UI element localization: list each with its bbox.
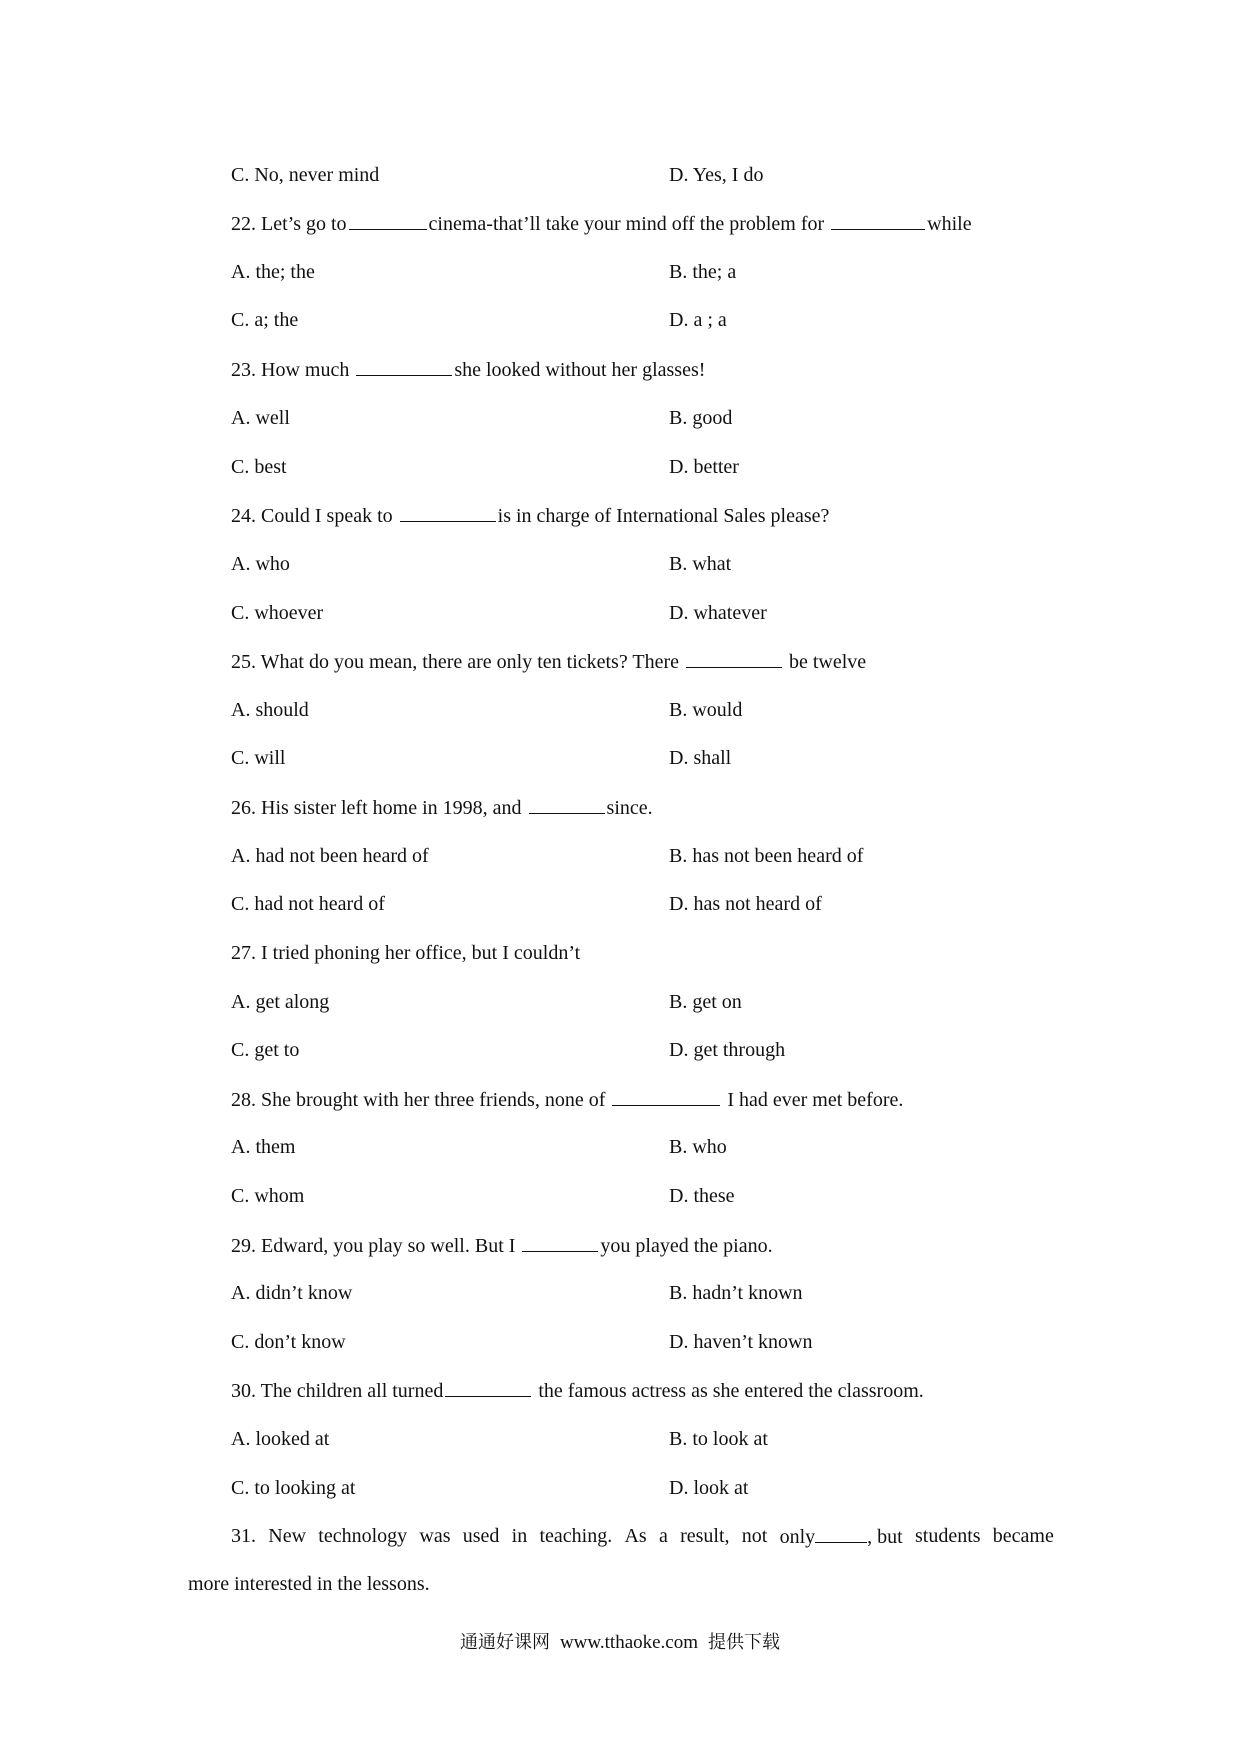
- question-25-option-c: C. will: [231, 747, 286, 769]
- stem-text: the famous actress as she entered the classroom.: [533, 1380, 924, 1402]
- question-30-option-b: B. to look at: [669, 1428, 768, 1450]
- answer-blank: [522, 1233, 598, 1252]
- stem-text: 26. His sister left home in 1998, and: [231, 797, 527, 819]
- answer-blank: [349, 211, 427, 230]
- question-25-option-a: A. should: [231, 699, 309, 721]
- question-25-option-d: D. shall: [669, 747, 732, 769]
- question-26-option-d: D. has not heard of: [669, 893, 822, 915]
- question-31-line-2: more interested in the lessons.: [188, 1573, 430, 1595]
- stem-word: students: [914, 1525, 981, 1547]
- question-23-option-a: A. well: [231, 407, 290, 429]
- answer-blank: [815, 1524, 867, 1543]
- stem-text: 22. Let’s go to: [231, 213, 347, 235]
- footer-suffix: 提供下载: [708, 1632, 781, 1653]
- stem-text: she looked without her glasses!: [454, 359, 706, 381]
- question-31-stem: [231, 1524, 1054, 1549]
- answer-blank: [686, 649, 782, 668]
- stem-text: be twelve: [784, 651, 867, 673]
- question-26-option-b: B. has not been heard of: [669, 845, 864, 867]
- question-22-option-b: B. the; a: [669, 261, 737, 283]
- stem-word: technology: [318, 1525, 408, 1547]
- stem-word: 31.: [231, 1525, 256, 1547]
- stem-text: 29. Edward, you play so well. But I: [231, 1235, 521, 1257]
- stem-word: not: [741, 1525, 768, 1547]
- footer-url[interactable]: www.tthaoke.com: [559, 1632, 699, 1653]
- question-23-option-c: C. best: [231, 456, 287, 478]
- question-27-option-a: A. get along: [231, 991, 330, 1013]
- stem-word: used: [462, 1525, 500, 1547]
- question-30-option-d: D. look at: [669, 1477, 749, 1499]
- stem-word: became: [992, 1525, 1054, 1547]
- question-23-option-d: D. better: [669, 456, 739, 478]
- question-24-option-b: B. what: [669, 553, 732, 575]
- question-22-option-d: D. a ; a: [669, 309, 727, 331]
- stem-word: As: [624, 1525, 647, 1547]
- stem-text: 25. What do you mean, there are only ten tickets? There: [231, 651, 684, 673]
- question-28-option-d: D. these: [669, 1185, 735, 1207]
- stem-word: teaching.: [539, 1525, 613, 1547]
- question-29-option-b: B. hadn’t known: [669, 1282, 803, 1304]
- question-25-stem: [231, 649, 866, 674]
- stem-word: was: [419, 1525, 451, 1547]
- prev-option-d: D. Yes, I do: [669, 164, 764, 186]
- stem-text: 30. The children all turned: [231, 1380, 444, 1402]
- question-27-option-c: C. get to: [231, 1039, 300, 1061]
- stem-text: I had ever met before.: [722, 1089, 904, 1111]
- answer-blank: [612, 1087, 720, 1106]
- stem-text: 24. Could I speak to: [231, 505, 398, 527]
- stem-text: while: [927, 213, 972, 235]
- question-30-option-a: A. looked at: [231, 1428, 330, 1450]
- question-29-option-a: A. didn’t know: [231, 1282, 353, 1304]
- question-29-option-d: D. haven’t known: [669, 1331, 813, 1353]
- question-22-option-a: A. the; the: [231, 261, 315, 283]
- question-26-option-c: C. had not heard of: [231, 893, 385, 915]
- question-23-stem: [231, 357, 705, 382]
- stem-word: only: [779, 1526, 816, 1548]
- stem-text: 23. How much: [231, 359, 355, 381]
- stem-word: in: [511, 1525, 528, 1547]
- question-30-stem: [231, 1378, 924, 1403]
- question-27-stem: 27. I tried phoning her office, but I couldn’t: [231, 942, 581, 964]
- question-23-option-b: B. good: [669, 407, 733, 429]
- stem-word: result,: [680, 1525, 730, 1547]
- answer-blank: [356, 357, 452, 376]
- question-28-stem: [231, 1087, 903, 1112]
- question-27-option-b: B. get on: [669, 991, 742, 1013]
- question-27-option-d: D. get through: [669, 1039, 786, 1061]
- stem-word: New: [268, 1525, 307, 1547]
- question-29-option-c: C. don’t know: [231, 1331, 346, 1353]
- page-footer: [0, 1628, 1240, 1654]
- question-24-option-c: C. whoever: [231, 602, 324, 624]
- stem-text: 28. She brought with her three friends, none of: [231, 1089, 611, 1111]
- question-28-option-c: C. whom: [231, 1185, 305, 1207]
- stem-text: you played the piano.: [600, 1235, 773, 1257]
- prev-option-c: C. No, never mind: [231, 164, 380, 186]
- question-22-stem: [231, 211, 972, 236]
- footer-site-name: 通通好课网: [459, 1632, 550, 1653]
- stem-word: , but: [867, 1526, 903, 1548]
- stem-text: is in charge of International Sales please?: [497, 505, 830, 527]
- answer-blank: [529, 795, 605, 814]
- question-30-option-c: C. to looking at: [231, 1477, 356, 1499]
- question-26-stem: [231, 795, 653, 820]
- question-25-option-b: B. would: [669, 699, 743, 721]
- question-26-option-a: A. had not been heard of: [231, 845, 429, 867]
- question-28-option-b: B. who: [669, 1136, 727, 1158]
- question-24-stem: [231, 503, 829, 528]
- question-29-stem: [231, 1233, 773, 1258]
- answer-blank: [831, 211, 925, 230]
- question-28-option-a: A. them: [231, 1136, 296, 1158]
- stem-text: cinema-that’ll take your mind off the problem for: [428, 213, 830, 235]
- stem-word: a: [658, 1525, 668, 1547]
- stem-text: since.: [606, 797, 653, 819]
- question-24-option-d: D. whatever: [669, 602, 767, 624]
- answer-blank: [400, 503, 496, 522]
- question-24-option-a: A. who: [231, 553, 290, 575]
- answer-blank: [445, 1378, 531, 1397]
- question-22-option-c: C. a; the: [231, 309, 299, 331]
- question-31-line-1: [231, 1524, 1054, 1549]
